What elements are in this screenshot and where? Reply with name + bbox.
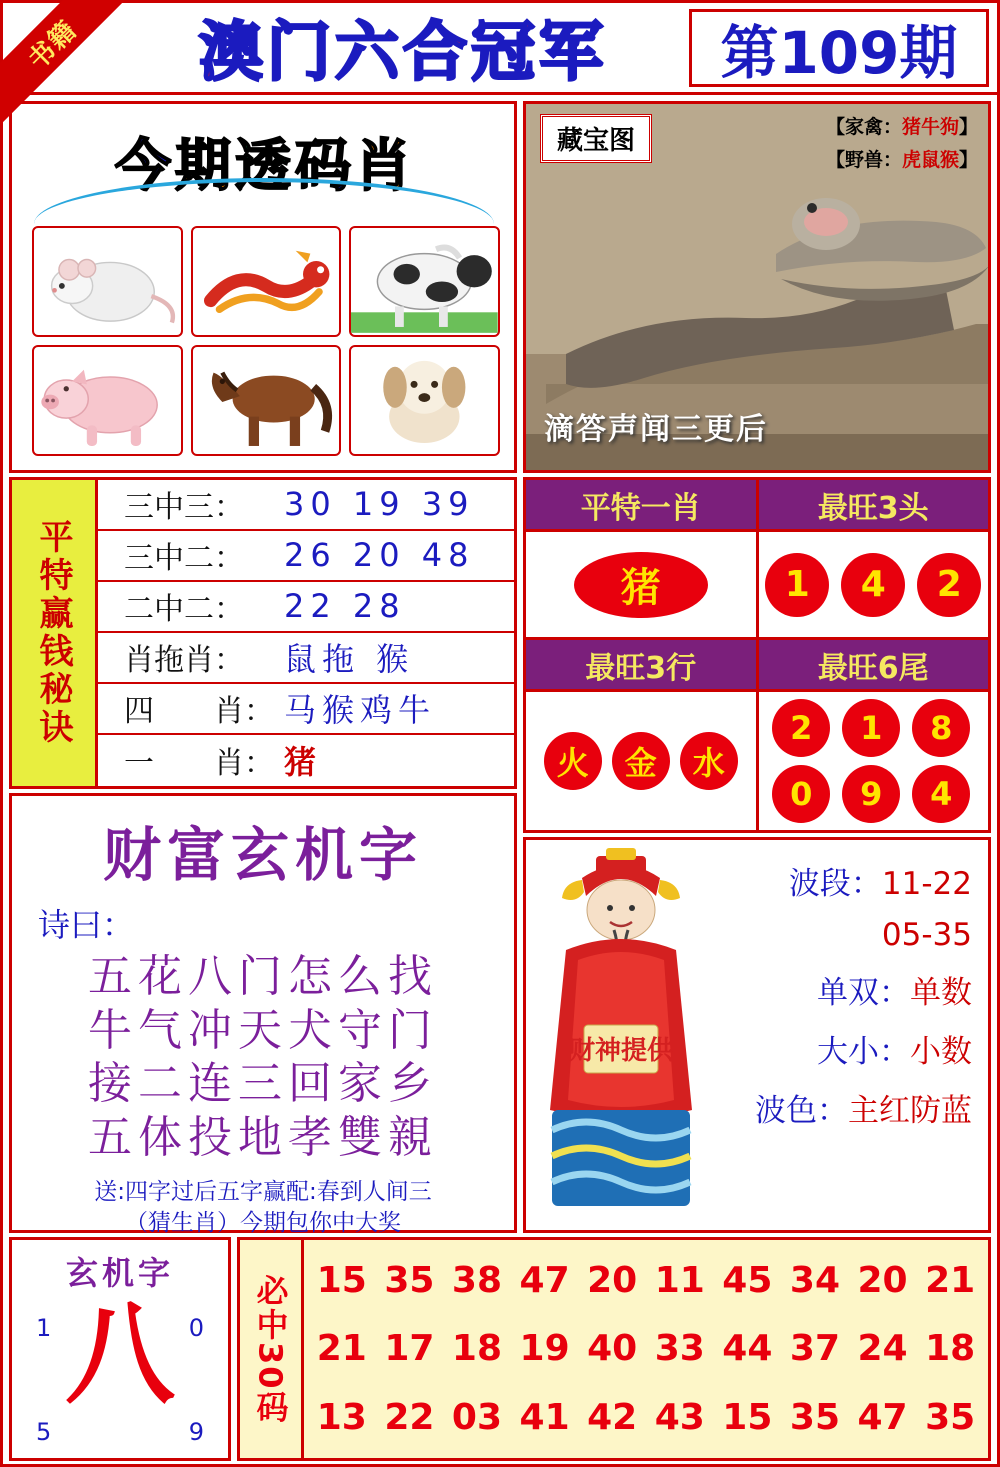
wave-color-label: 波色： bbox=[755, 1093, 848, 1129]
head-ball: 1 bbox=[765, 553, 829, 617]
number-cell: 40 bbox=[587, 1328, 638, 1370]
wealth-god-illustration bbox=[526, 840, 716, 1230]
bodu-value: 11-22 bbox=[881, 866, 972, 902]
number-cell: 35 bbox=[789, 1397, 840, 1439]
number-cell: 45 bbox=[722, 1259, 773, 1301]
heads-cell bbox=[759, 532, 989, 637]
poem-title: 财富玄机字 bbox=[102, 821, 423, 889]
hot-header-pingte: 平特一肖 bbox=[526, 480, 759, 529]
title-char-3: 透 bbox=[235, 134, 291, 199]
numbers-side-label bbox=[240, 1240, 304, 1458]
row-label: 肖拖肖： bbox=[124, 643, 244, 679]
head-ball: 2 bbox=[917, 553, 981, 617]
pig-icon bbox=[34, 347, 181, 454]
row-label: 三中二： bbox=[124, 541, 244, 577]
title-char-1: 今 bbox=[115, 134, 171, 199]
ox-icon bbox=[351, 228, 498, 335]
hot-picks-panel bbox=[523, 477, 991, 833]
bodu-value-2: 05-35 bbox=[881, 917, 972, 953]
dragon-icon bbox=[193, 228, 340, 335]
hot-body-row-2 bbox=[526, 692, 988, 830]
tail-ball: 2 bbox=[772, 699, 830, 757]
number-cell: 22 bbox=[384, 1397, 435, 1439]
tag-poultry: 【家禽：猪牛狗】 bbox=[825, 116, 978, 138]
tails-grid bbox=[772, 699, 974, 823]
numbers-row bbox=[308, 1246, 984, 1315]
number-cell: 37 bbox=[789, 1328, 840, 1370]
number-cell: 20 bbox=[587, 1259, 638, 1301]
poem-line: 接二连三回家乡 bbox=[88, 1058, 438, 1110]
row-label: 二中二： bbox=[124, 592, 244, 628]
animal-grid bbox=[32, 226, 500, 456]
element-ball: 金 bbox=[612, 732, 670, 790]
poem-panel bbox=[9, 793, 517, 1236]
tail-ball: 9 bbox=[842, 765, 900, 823]
treasure-photo-panel bbox=[523, 101, 991, 473]
number-cell: 44 bbox=[722, 1328, 773, 1370]
number-cell: 15 bbox=[722, 1397, 773, 1439]
row-label: 三中三： bbox=[124, 490, 244, 526]
number-cell: 47 bbox=[519, 1259, 570, 1301]
predictions-side-text: 平特赢钱秘诀 bbox=[33, 519, 73, 747]
xuanjizi-corner-bl: 5 bbox=[36, 1418, 52, 1446]
number-cell: 38 bbox=[451, 1259, 503, 1301]
table-row bbox=[98, 531, 514, 582]
pingte-value: 猪 bbox=[574, 552, 708, 618]
numbers-row bbox=[308, 1383, 984, 1452]
photo-caption: 滴答声闻三更后 bbox=[544, 412, 768, 447]
wealth-god-panel bbox=[523, 837, 991, 1233]
row-value: 30 19 39 bbox=[284, 485, 475, 524]
tail-ball: 4 bbox=[912, 765, 970, 823]
today-codes-panel bbox=[9, 101, 517, 473]
animal-cell-ox bbox=[349, 226, 500, 337]
poem-footer bbox=[12, 1177, 514, 1239]
row-value: 鼠拖 猴 bbox=[284, 640, 415, 679]
xuanjizi-title: 玄机字 bbox=[65, 1254, 174, 1292]
bodu-row-2 bbox=[716, 917, 980, 953]
number-cell: 21 bbox=[316, 1328, 367, 1370]
number-cell: 35 bbox=[925, 1397, 976, 1439]
big-small-label: 大小： bbox=[817, 1034, 910, 1070]
head-ball: 4 bbox=[841, 553, 905, 617]
animal-cell-horse bbox=[191, 345, 342, 456]
number-cell: 17 bbox=[384, 1328, 435, 1370]
row-value: 猪 bbox=[284, 743, 323, 782]
element-ball: 水 bbox=[680, 732, 738, 790]
number-cell: 11 bbox=[654, 1259, 705, 1301]
hot-body-row-1 bbox=[526, 532, 988, 640]
rat-icon bbox=[34, 228, 181, 335]
wave-color-value: 主红防蓝 bbox=[848, 1093, 972, 1129]
number-cell: 18 bbox=[451, 1328, 503, 1370]
hot-header-row-2 bbox=[526, 640, 988, 692]
poem-line: 五花八门怎么找 bbox=[88, 951, 438, 1002]
tail-ball: 1 bbox=[842, 699, 900, 757]
bodu-label: 波段： bbox=[788, 866, 882, 902]
xuanjizi-corner-tr: 0 bbox=[188, 1314, 204, 1342]
wealth-god-info bbox=[716, 840, 988, 1230]
poem-line: 牛气冲天犬守门 bbox=[88, 1004, 438, 1056]
title-char-5: 肖 bbox=[355, 134, 411, 199]
element-ball: 火 bbox=[544, 732, 602, 790]
number-cell: 24 bbox=[857, 1328, 908, 1370]
table-row bbox=[98, 633, 514, 684]
number-cell: 47 bbox=[857, 1397, 908, 1439]
animal-cell-dog bbox=[349, 345, 500, 456]
predictions-side-label bbox=[12, 480, 98, 786]
numbers-row bbox=[308, 1315, 984, 1384]
tag-beast: 【野兽：虎鼠猴】 bbox=[825, 149, 978, 171]
animal-cell-pig bbox=[32, 345, 183, 456]
odd-even-row bbox=[716, 967, 980, 1012]
ribbon-label: 书籍 bbox=[22, 14, 84, 76]
header bbox=[3, 3, 997, 95]
table-row bbox=[98, 480, 514, 531]
elements-cell bbox=[526, 692, 759, 830]
poem-lines bbox=[12, 950, 514, 1165]
row-value: 26 20 48 bbox=[284, 536, 475, 575]
predictions-panel bbox=[9, 477, 517, 789]
hot-header-elements: 最旺3行 bbox=[526, 640, 759, 689]
row-value: 22 28 bbox=[284, 587, 406, 626]
row-value: 马猴鸡牛 bbox=[284, 691, 437, 730]
big-small-value: 小数 bbox=[910, 1034, 972, 1070]
poem-line: 五体投地孝雙親 bbox=[88, 1112, 438, 1164]
xuanjizi-character: 八 bbox=[65, 1291, 175, 1419]
dog-icon bbox=[351, 347, 498, 454]
predictions-rows bbox=[98, 480, 514, 786]
title-char-2: 期 bbox=[175, 134, 231, 199]
horse-icon bbox=[193, 347, 340, 454]
title-char-4: 码 bbox=[295, 134, 351, 199]
animal-cell-dragon bbox=[191, 226, 342, 337]
number-cell: 18 bbox=[925, 1328, 976, 1370]
number-cell: 20 bbox=[857, 1259, 908, 1301]
number-cell: 13 bbox=[316, 1397, 367, 1439]
number-cell: 41 bbox=[519, 1397, 570, 1439]
table-row bbox=[98, 582, 514, 633]
svg-text:财神提供: 财神提供 bbox=[568, 1036, 674, 1066]
hot-header-row-1 bbox=[526, 480, 988, 532]
hot-header-heads: 最旺3头 bbox=[759, 480, 989, 529]
poem-subtitle: 诗曰： bbox=[38, 906, 135, 944]
must-hit-numbers-panel bbox=[237, 1237, 991, 1461]
hot-header-tails: 最旺6尾 bbox=[759, 640, 989, 689]
number-cell: 33 bbox=[654, 1328, 705, 1370]
numbers-body bbox=[304, 1240, 988, 1458]
poem-footer-line-2: （猜生肖）今期包你中大奖 bbox=[125, 1209, 401, 1236]
row-label: 四 肖： bbox=[124, 694, 274, 730]
animal-cell-rat bbox=[32, 226, 183, 337]
bodu-row bbox=[716, 858, 980, 903]
xuanjizi-corner-br: 9 bbox=[188, 1418, 204, 1446]
god-of-wealth-icon bbox=[526, 840, 716, 1230]
number-cell: 21 bbox=[925, 1259, 976, 1301]
xuanjizi-corner-tl: 1 bbox=[36, 1314, 52, 1342]
page-title: 澳门六合冠军 bbox=[199, 16, 607, 90]
big-small-row bbox=[716, 1026, 980, 1071]
xuanjizi-panel bbox=[9, 1237, 231, 1461]
treasure-tags bbox=[826, 112, 978, 178]
treasure-label: 藏宝图 bbox=[540, 114, 652, 163]
number-cell: 19 bbox=[519, 1328, 570, 1370]
table-row bbox=[98, 735, 514, 786]
odd-even-label: 单双： bbox=[817, 975, 910, 1011]
tail-ball: 8 bbox=[912, 699, 970, 757]
number-cell: 34 bbox=[789, 1259, 840, 1301]
numbers-side-text: 必中30码 bbox=[251, 1273, 290, 1425]
number-cell: 35 bbox=[384, 1259, 435, 1301]
number-cell: 42 bbox=[587, 1397, 638, 1439]
issue-badge: 第109期 bbox=[689, 9, 989, 87]
number-cell: 15 bbox=[316, 1259, 367, 1301]
table-row bbox=[98, 684, 514, 735]
number-cell: 43 bbox=[654, 1397, 705, 1439]
pingte-cell bbox=[526, 532, 759, 637]
row-label: 一 肖： bbox=[124, 746, 274, 782]
odd-even-value: 单数 bbox=[910, 975, 972, 1011]
poem-footer-line-1: 送:四字过后五字赢配:春到人间三 bbox=[94, 1178, 432, 1205]
tails-cell bbox=[759, 692, 989, 830]
tail-ball: 0 bbox=[772, 765, 830, 823]
wave-color-row bbox=[716, 1085, 980, 1130]
number-cell: 03 bbox=[451, 1397, 503, 1439]
